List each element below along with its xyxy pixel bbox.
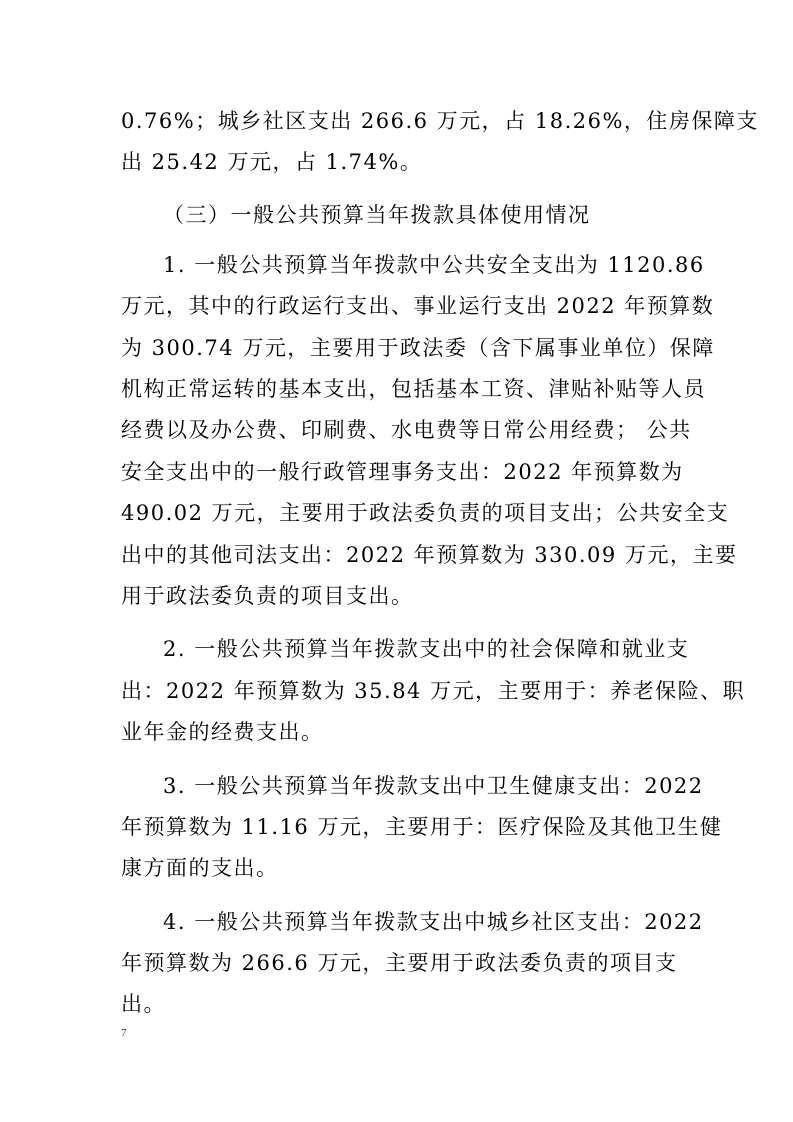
- paragraph-line: 1. 一般公共预算当年拨款中公共安全支出为 1120.86: [163, 253, 705, 277]
- paragraph-line: 年预算数为 11.16 万元，主要用于：医疗保险及其他卫生健: [121, 815, 723, 839]
- paragraph-line: 出中的其他司法支出：2022 年预算数为 330.09 万元，主要: [121, 543, 738, 567]
- paragraph-line: 经费以及办公费、印刷费、水电费等日常公用经费； 公共: [121, 418, 692, 442]
- paragraph-line: 4. 一般公共预算当年拨款支出中城乡社区支出：2022: [163, 910, 704, 934]
- paragraph-line: 万元，其中的行政运行支出、事业运行支出 2022 年预算数: [121, 294, 715, 318]
- paragraph-line: 3. 一般公共预算当年拨款支出中卫生健康支出：2022: [163, 774, 704, 798]
- paragraph-line: 2. 一般公共预算当年拨款支出中的社会保障和就业支: [163, 637, 690, 661]
- paragraph-line: 业年金的经费支出。: [121, 720, 324, 744]
- paragraph-line: 机构正常运转的基本支出，包括基本工资、津贴补贴等人员: [121, 377, 706, 401]
- paragraph-line: 康方面的支出。: [121, 856, 279, 880]
- paragraph-line: 年预算数为 266.6 万元，主要用于政法委负责的项目支: [121, 951, 678, 975]
- paragraph-line: 为 300.74 万元，主要用于政法委（含下属事业单位）保障: [121, 336, 715, 360]
- paragraph-line: 0.76%；城乡社区支出 266.6 万元，占 18.26%，住房保障支: [121, 109, 759, 133]
- paragraph-line: 出：2022 年预算数为 35.84 万元，主要用于：养老保险、职: [121, 679, 746, 703]
- paragraph-line: 安全支出中的一般行政管理事务支出：2022 年预算数为: [121, 460, 684, 484]
- page-number: 7: [121, 1027, 127, 1039]
- section-heading: （三）一般公共预算当年拨款具体使用情况: [163, 203, 591, 227]
- paragraph-line: 出 25.42 万元，占 1.74%。: [121, 150, 423, 174]
- paragraph-line: 490.02 万元，主要用于政法委负责的项目支出；公共安全支: [121, 501, 730, 525]
- paragraph-line: 用于政法委负责的项目支出。: [121, 584, 414, 608]
- paragraph-line: 出。: [121, 992, 166, 1016]
